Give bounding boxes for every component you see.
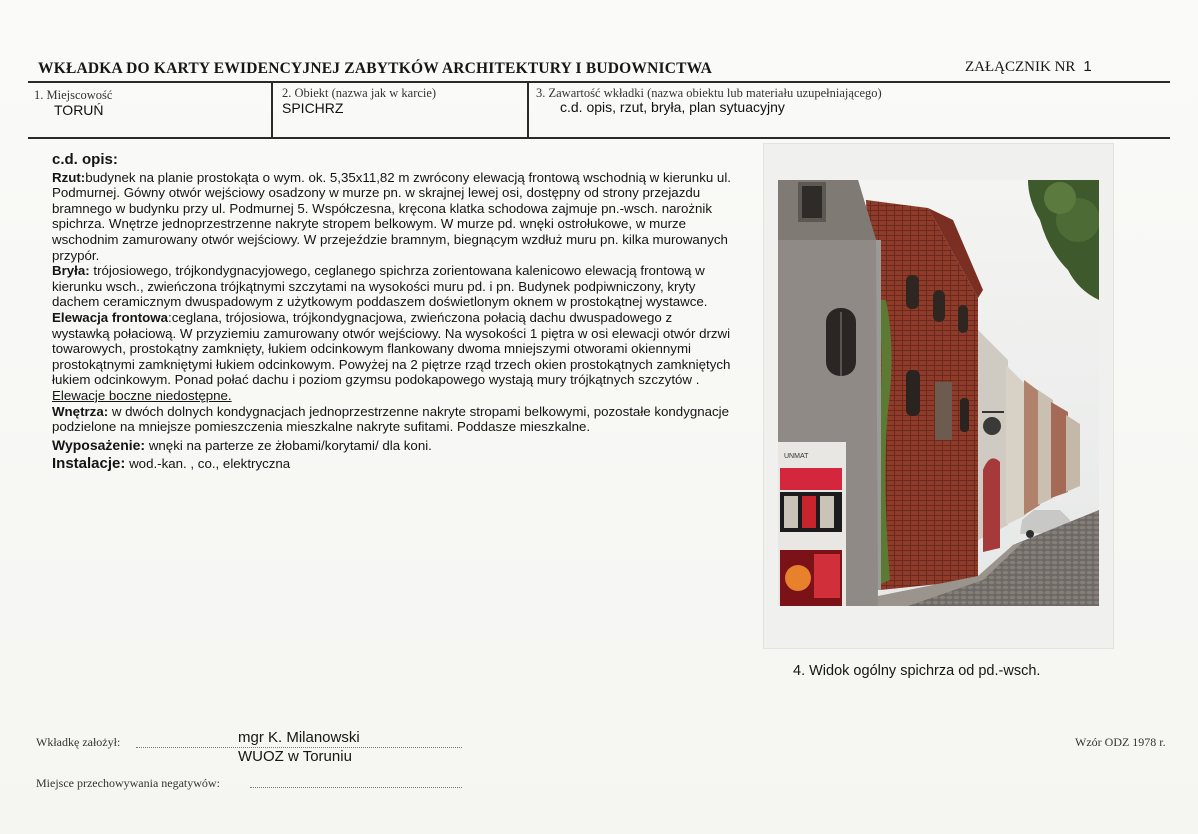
instalacje-paragraph [52,456,732,472]
header-bottom-rule [28,137,1170,139]
elewacja-text: :ceglana, trójosiowa, trójkondygnacjowa, zwieńczona połacią dachu dwuspadowego z wystawką połaciową. W przyziemiu zamurowany otwór wejściowy. Na wysokości 1 piętra w osi elewacji otwór drzwi towarowych, prostokątny zamknięty, łukiem odcinkowym flankowany dwoma mniejszymi otworami okiennymi prostokątnymi zamkniętymi łukiem odcinkowym. Powyżej na 2 piętrze rząd trzech okien prostokątnych zamkniętych łukiem odcinkowym. Ponad połać dachu i poziom gzymsu podokapowego wystają mury trójkątnych szczytów . [52,309,731,388]
instalacje-label: Instalacje: [52,455,126,473]
description-heading: c.d. opis: [52,151,118,168]
author-label: Wkładkę założył: [36,735,121,749]
photo-caption: 4. Widok ogólny spichrza od pd.-wsch. [793,663,1041,679]
wnetrza-paragraph [52,404,732,435]
author-block [238,728,360,766]
bryla-paragraph [52,263,732,310]
wyposazenie-label: Wyposażenie: [52,436,146,453]
negatives-dotted-line [250,786,462,788]
object-label: 2. Obiekt (nazwa jak w karcie) [282,86,437,100]
header-top-rule [28,81,1170,83]
rzut-paragraph [52,170,732,264]
object-value: SPICHRZ [282,100,344,116]
annex-number: 1 [1083,58,1092,75]
elewacja-label: Elewacja frontowa [52,309,169,325]
form-title: WKŁADKA DO KARTY EWIDENCYJNEJ ZABYTKÓW ARCHITEKTURY I BUDOWNICTWA [38,60,713,77]
field-divider-1 [271,83,273,137]
annex-label [965,58,1092,76]
wyposazenie-paragraph [52,438,732,454]
shop-sign-text: UNMAT [784,453,809,460]
field-divider-2 [527,83,529,137]
wnetrza-text: w dwóch dolnych kondygnacjach jednoprzestrzenne nakryte stropami belkowymi, pozostałe kondygnacje podzielone na mniejsze pomieszczenia mieszkalne nakryte sufitami. Poddasze mieszkalne. [52,403,730,435]
locality-label: 1. Miejscowość [34,88,113,102]
author-name: mgr K. Milanowski [238,729,360,746]
contents-label: 3. Zawartość wkładki (nazwa obiektu lub materiału uzupełniającego) [536,86,882,100]
rzut-label: Rzut: [52,169,86,185]
granary-street-photo [778,180,1099,606]
rzut-text: budynek na planie prostokąta o wym. ok. 5,35x11,82 m zwrócony elewacją frontową wschodnią w kierunku ul. Podmurnej. Gówny otwór wejściowy osadzony w murze pn. w skrajnej lewej osi, dostępny od strony przejazdu bramnego w budynku przy ul. Podmurnej 5. Współczesna, kręcona klatka schodowa zajmuje pn.-wsch. narożnik spichrza. Wnętrze jednoprzestrzenne nakryte stropem belkowym. W murze pd. wnęki ostrołukowe, w murze wschodnim zamurowany otwór wejściowy. W przejeździe bramnym, biegnącym wzdłuż muru pn. kilka murowanych przypór. [52,169,731,263]
contents-value: c.d. opis, rzut, bryła, plan sytuacyjny [560,99,785,115]
elewacja-note: Elewacje boczne niedostępne. [52,387,232,403]
locality-value: TORUŃ [54,102,104,118]
wnetrza-label: Wnętrza: [52,403,109,419]
author-organization: WUOZ w Toruniu [238,748,352,765]
annex-label-text: ZAŁĄCZNIK NR [965,59,1076,75]
elewacja-paragraph [52,310,732,404]
bryla-text: trójosiowego, trójkondygnacyjowego, ceglanego spichrza zorientowana kalenicowo elewacją frontową w kierunku wsch., zwieńczona trójkątnymi szczytami na wysokości muru pd. i pn. Budynek podpiwniczony, kryty dachem ceramicznym dwuspadowym z użytkowym poddaszem doświetlonym oknem w prostokątnej wystawce. [52,263,708,310]
bryla-label: Bryła: [52,263,90,279]
form-model: Wzór ODZ 1978 r. [1075,735,1166,749]
negatives-label: Miejsce przechowywania negatywów: [36,776,220,790]
instalacje-text: wod.-kan. , co., elektryczna [129,456,291,472]
wyposazenie-text: wnęki na parterze ze żłobami/korytami/ dla koni. [148,437,432,453]
description-block [52,152,732,472]
